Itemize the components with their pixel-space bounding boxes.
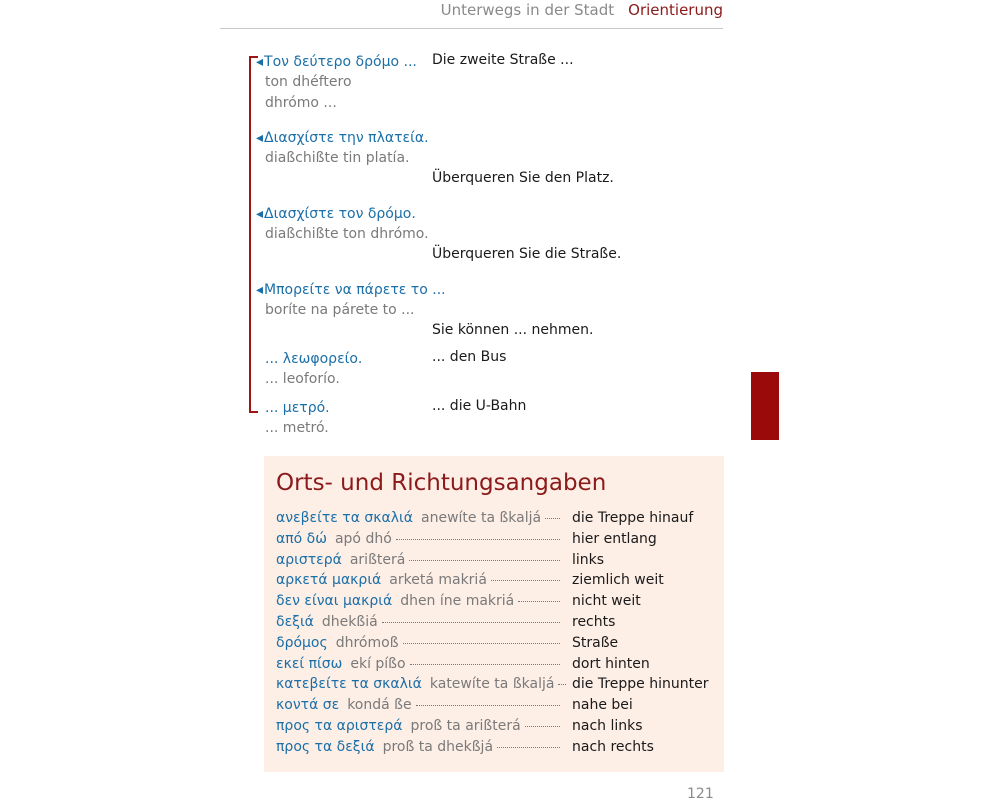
vocabulary-greek: από δώ bbox=[276, 530, 327, 547]
vocabulary-row bbox=[276, 633, 716, 654]
vocabulary-row bbox=[276, 737, 716, 758]
arrow-left-icon: ◂ bbox=[256, 206, 264, 222]
header-chapter: Orientierung bbox=[628, 1, 723, 19]
vocabulary-translit: dhen íne makriá bbox=[400, 593, 515, 610]
vocabulary-german: nach links bbox=[572, 716, 643, 737]
page-number: 121 bbox=[687, 786, 714, 802]
vocabulary-greek: δεξιά bbox=[276, 613, 314, 630]
arrow-left-icon: ◂ bbox=[256, 130, 264, 146]
vocabulary-translit: anewíte ta ßkaljá bbox=[421, 510, 542, 526]
phrase-greek: ◂Διασχίστε την πλατεία. bbox=[256, 130, 429, 146]
phrase-german: Die zweite Straße ... bbox=[432, 52, 574, 68]
running-header bbox=[0, 0, 723, 22]
vocabulary-term bbox=[276, 612, 566, 633]
vocabulary-german: rechts bbox=[572, 612, 615, 633]
vocabulary-row bbox=[276, 612, 716, 633]
dotted-leader bbox=[558, 674, 566, 685]
vocabulary-term bbox=[276, 508, 566, 529]
vocabulary-row bbox=[276, 674, 716, 695]
vocabulary-row bbox=[276, 550, 716, 571]
chapter-tab-marker bbox=[751, 372, 779, 440]
vocabulary-greek: εκεί πίσω bbox=[276, 655, 343, 672]
vocabulary-row bbox=[276, 529, 716, 550]
phrase-entry bbox=[256, 280, 736, 338]
phrase-german: ... den Bus bbox=[432, 349, 507, 365]
phrase-translit: ton dhéftero bbox=[265, 74, 352, 90]
phrase-translit: ... metró. bbox=[265, 420, 329, 436]
phrase-entry bbox=[256, 204, 736, 262]
vocabulary-row bbox=[276, 591, 716, 612]
vocabulary-greek: δεν είναι μακριά bbox=[276, 593, 393, 610]
vocabulary-term bbox=[276, 674, 566, 695]
vocabulary-greek: ανεβείτε τα σκαλιά bbox=[276, 510, 414, 526]
vocabulary-term bbox=[276, 591, 566, 612]
header-section: Unterwegs in der Stadt bbox=[440, 1, 615, 19]
vocabulary-greek: δρόμος bbox=[276, 634, 328, 651]
vocabulary-box bbox=[264, 456, 724, 772]
vocabulary-german: nach rechts bbox=[572, 737, 654, 758]
vocabulary-greek: προς τα δεξιά bbox=[276, 738, 375, 755]
vocabulary-german: ziemlich weit bbox=[572, 570, 664, 591]
phrase-translit: diaßchißte ton dhrómo. bbox=[265, 226, 429, 242]
vocabulary-term bbox=[276, 716, 566, 737]
vocabulary-term bbox=[276, 570, 566, 591]
phrase-entry bbox=[256, 52, 736, 114]
vocabulary-translit: dhrómoß bbox=[335, 634, 399, 651]
vocabulary-translit: proß ta dhekßjá bbox=[382, 738, 494, 755]
phrase-greek: ... μετρό. bbox=[265, 400, 330, 416]
vocabulary-german: die Treppe hinunter bbox=[572, 674, 708, 695]
vocabulary-translit: dhekßiá bbox=[321, 613, 378, 630]
vocabulary-row bbox=[276, 570, 716, 591]
phrase-entry bbox=[256, 128, 736, 186]
phrase-greek: ◂Τον δεύτερο δρόμο ... bbox=[256, 54, 417, 70]
vocabulary-translit: arißterá bbox=[349, 551, 406, 568]
vocabulary-translit: katewíte ta ßkaljá bbox=[429, 676, 555, 693]
vocabulary-german: die Treppe hinauf bbox=[572, 508, 693, 529]
vocabulary-greek: κατεβείτε τα σκαλιά bbox=[276, 676, 422, 693]
vocabulary-greek: αριστερά bbox=[276, 551, 342, 568]
vocabulary-greek: προς τα αριστερά bbox=[276, 717, 403, 734]
dotted-leader bbox=[396, 529, 560, 540]
vocabulary-row bbox=[276, 716, 716, 737]
dotted-leader bbox=[410, 654, 560, 665]
phrase-greek: ... λεωφορείο. bbox=[265, 351, 363, 367]
vocabulary-term bbox=[276, 737, 566, 758]
phrase-german: Überqueren Sie den Platz. bbox=[432, 170, 614, 186]
phrase-translit: diaßchißte tin platía. bbox=[265, 150, 410, 166]
vocabulary-translit: arketá makriá bbox=[389, 572, 487, 589]
vocabulary-greek: κοντά σε bbox=[276, 697, 340, 714]
vocabulary-box-title: Orts- und Richtungsangaben bbox=[276, 470, 607, 496]
arrow-left-icon: ◂ bbox=[256, 54, 264, 70]
phrase-german: ... die U-Bahn bbox=[432, 398, 527, 414]
phrase-translit: dhrómo ... bbox=[265, 95, 337, 111]
phrase-entry bbox=[256, 349, 736, 390]
vocabulary-term bbox=[276, 550, 566, 571]
dotted-leader bbox=[497, 737, 560, 748]
vocabulary-term bbox=[276, 633, 566, 654]
phrase-german: Sie können ... nehmen. bbox=[432, 322, 594, 338]
vocabulary-german: links bbox=[572, 550, 604, 571]
vocabulary-term bbox=[276, 695, 566, 716]
phrase-greek: ◂Διασχίστε τον δρόμο. bbox=[256, 206, 416, 222]
phrase-entry bbox=[256, 398, 736, 439]
header-divider bbox=[220, 28, 723, 29]
vocabulary-german: dort hinten bbox=[572, 654, 650, 675]
vocabulary-translit: proß ta arißterá bbox=[410, 717, 521, 734]
dotted-leader bbox=[409, 550, 560, 561]
vocabulary-german: hier entlang bbox=[572, 529, 657, 550]
vocabulary-translit: apó dhó bbox=[334, 530, 392, 547]
vocabulary-row bbox=[276, 508, 716, 529]
phrase-german: Überqueren Sie die Straße. bbox=[432, 246, 622, 262]
dotted-leader bbox=[491, 570, 560, 581]
dotted-leader bbox=[382, 612, 560, 623]
dotted-leader bbox=[545, 508, 560, 519]
vocabulary-greek: αρκετά μακριά bbox=[276, 572, 382, 589]
vocabulary-german: nicht weit bbox=[572, 591, 641, 612]
phrase-translit: boríte na párete to ... bbox=[265, 302, 415, 318]
vocabulary-row bbox=[276, 654, 716, 675]
dotted-leader bbox=[403, 633, 560, 644]
dotted-leader bbox=[518, 591, 560, 602]
vocabulary-term bbox=[276, 654, 566, 675]
vocabulary-german: nahe bei bbox=[572, 695, 633, 716]
phrase-greek: ◂Μπορείτε να πάρετε το ... bbox=[256, 282, 446, 298]
vocabulary-translit: kondá ße bbox=[347, 697, 412, 714]
arrow-left-icon: ◂ bbox=[256, 282, 264, 298]
vocabulary-list bbox=[276, 508, 716, 758]
vocabulary-german: Straße bbox=[572, 633, 618, 654]
dotted-leader bbox=[416, 695, 560, 706]
vocabulary-term bbox=[276, 529, 566, 550]
vocabulary-row bbox=[276, 695, 716, 716]
phrase-bracket bbox=[249, 56, 251, 413]
vocabulary-translit: ekí píßo bbox=[350, 655, 406, 672]
dotted-leader bbox=[525, 716, 560, 727]
phrase-translit: ... leoforío. bbox=[265, 371, 340, 387]
